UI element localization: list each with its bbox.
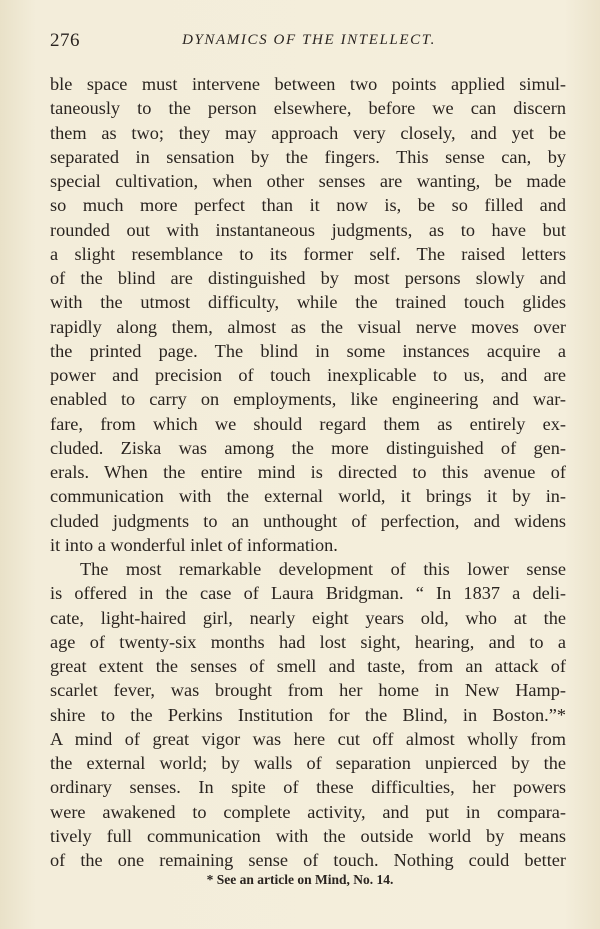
text-line: cluded judgments to an unthought of perfection, and widens xyxy=(50,510,566,531)
text-line: of the blind are distinguished by most persons slowly and xyxy=(50,268,566,288)
text-line: them as two; they may approach very closely, and yet be xyxy=(50,122,566,143)
paragraph-end-line: it into a wonderful inlet of information. xyxy=(50,534,338,555)
text-line: erals. When the entire mind is directed to this avenue of xyxy=(50,462,566,482)
text-line: separated in sensation by the fingers. This sense can, by xyxy=(50,146,566,167)
text-line: scarlet fever, was brought from her home in New Hamp- xyxy=(50,680,566,701)
text-line: great extent the senses of smell and taste, from an attack of xyxy=(50,656,566,676)
text-line: cluded. Ziska was among the more distinguished of gen- xyxy=(50,437,566,458)
text-line: special cultivation, when other senses are wanting, be made xyxy=(50,171,566,191)
text-line: rapidly along them, almost as the visual nerve moves over xyxy=(50,316,566,337)
text-line: taneously to the person elsewhere, before we can discern xyxy=(50,98,566,119)
text-line: a slight resemblance to its former self. The raised letters xyxy=(50,243,566,264)
body-text xyxy=(50,72,566,872)
text-line: were awakened to complete activity, and put in compara- xyxy=(50,801,566,822)
text-line: the printed page. The blind in some instances acquire a xyxy=(50,340,566,361)
text-line: power and precision of touch inexplicable to us, and are xyxy=(50,365,566,385)
text-line: is offered in the case of Laura Bridgman. “ In 1837 a deli- xyxy=(50,583,566,604)
page-number: 276 xyxy=(50,30,80,51)
text-line: age of twenty-six months had lost sight, hearing, and to a xyxy=(50,631,566,652)
text-line: with the utmost difficulty, while the trained touch glides xyxy=(50,292,566,313)
text-line: A mind of great vigor was here cut off almost wholly from xyxy=(50,728,566,749)
text-line: ble space must intervene between two points applied simul- xyxy=(50,74,566,94)
text-line: cate, light-haired girl, nearly eight years old, who at the xyxy=(50,607,566,628)
text-line: tively full communication with the outside world by means xyxy=(50,825,566,846)
text-line: so much more perfect than it now is, be so filled and xyxy=(50,195,566,216)
text-line: shire to the Perkins Institution for the Blind, in Boston.”* xyxy=(50,704,566,725)
page-header xyxy=(50,30,568,54)
paragraph-start-line: The most remarkable development of this lower sense xyxy=(80,559,566,579)
text-line: of the one remaining sense of touch. Nothing could better xyxy=(50,850,566,870)
text-line: the external world; by walls of separation unpierced by the xyxy=(50,753,566,773)
text-line: fare, from which we should regard them as entirely ex- xyxy=(50,413,566,434)
footnote: * See an article on Mind, No. 14. xyxy=(206,872,394,887)
text-line: rounded out with instantaneous judgments, as to have but xyxy=(50,219,566,240)
text-line: ordinary senses. In spite of these difficulties, her powers xyxy=(50,777,566,798)
text-line: communication with the external world, it brings it by in- xyxy=(50,486,566,507)
text-line: enabled to carry on employments, like engineering and war- xyxy=(50,389,566,410)
running-head: DYNAMICS OF THE INTELLECT. xyxy=(182,32,436,48)
